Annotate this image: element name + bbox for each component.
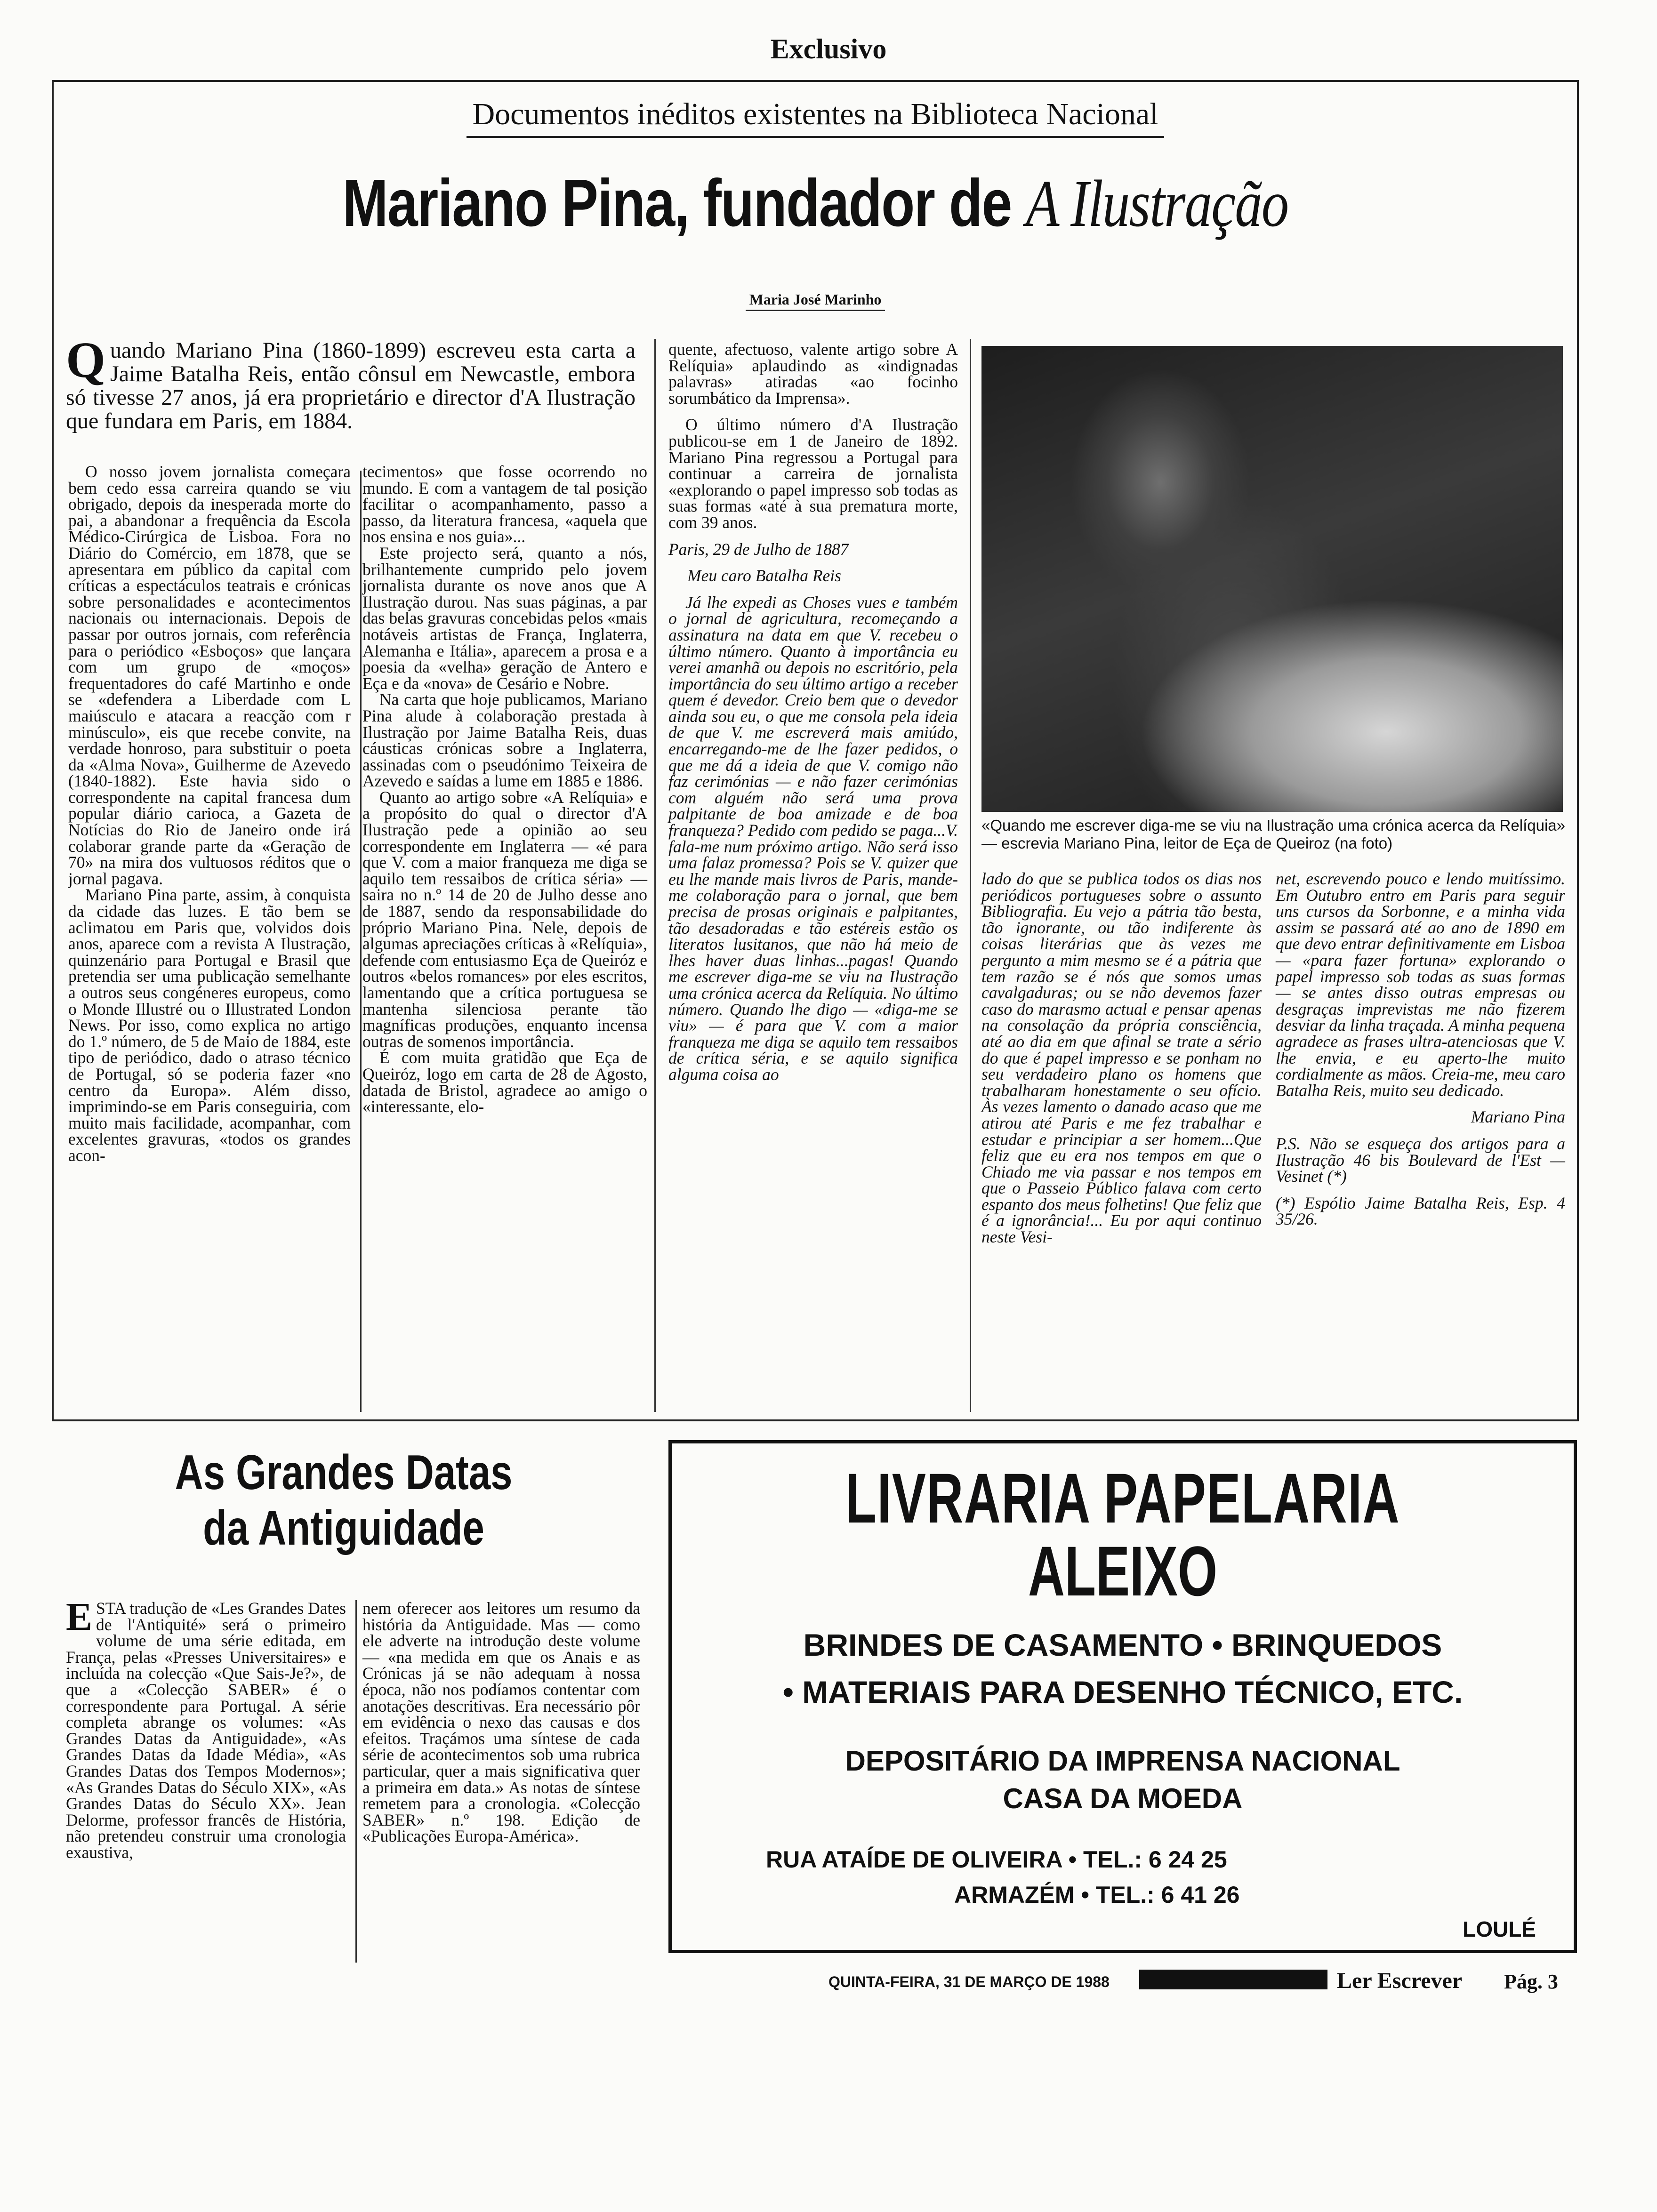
ad-products-2: • MATERIAIS PARA DESENHO TÉCNICO, ETC. bbox=[782, 1675, 1463, 1709]
paragraph: Na carta que hoje publicamos, Mariano Pina alude à colaboração prestada à Ilustração por Jaime Batalha Reis, duas cáusticas crónicas sobre a Inglaterra, assinadas com o pseudónimo Teixeira de Azevedo e saídas a lume em 1885 e 1886. bbox=[362, 690, 647, 791]
ad-products-1: BRINDES DE CASAMENTO • BRINQUEDOS bbox=[803, 1627, 1442, 1662]
paragraph bbox=[66, 1595, 346, 1862]
ad-shop-name: LIVRARIA PAPELARIA bbox=[845, 1459, 1400, 1538]
ad-shop-name-2: ALEIXO bbox=[1028, 1531, 1218, 1611]
headline-italic: A Ilustração bbox=[1026, 166, 1288, 240]
letter-place-date: Paris, 29 de Julho de 1887 bbox=[668, 539, 849, 559]
column-rule bbox=[970, 339, 971, 1412]
paragraph: tecimentos» que fosse ocorrendo no mundo. E com a vantagem de tal posição facilitar o acompanhamento, passo a passo, da literatura francesa, «aquela que nos ensina e nos guia»... bbox=[362, 462, 647, 546]
page-footer bbox=[0, 1970, 1657, 1998]
headline-main: Mariano Pina, fundador de bbox=[342, 166, 1026, 240]
column-rule bbox=[355, 1600, 357, 1963]
book-review-column-1 bbox=[66, 1595, 346, 1862]
section-tag: Exclusivo bbox=[770, 33, 887, 64]
article-lede bbox=[66, 332, 635, 433]
article-byline bbox=[52, 291, 1579, 308]
book-review-column-2 bbox=[362, 1600, 640, 1844]
photo-caption: «Quando me escrever diga-me se viu na Ilustração uma crónica acerca da Relíquia» — escrevia Mariano Pina, leitor de Eça de Queiroz (na foto) bbox=[981, 817, 1565, 852]
footer-page-number: Pág. 3 bbox=[1504, 1970, 1558, 1993]
column-rule bbox=[654, 339, 656, 1412]
letter-body: net, escrevendo pouco e lendo muitíssimo. Em Outubro entro em Paris para seguir uns cursos da Sorbonne, e a minha vida assim se passará até ao ano de 1890 em que devo entrar definitivamente em Lisboa — «para fazer fortuna» explorando o papel impresso sob todas as suas formas — se antes disso outras empresas ou desgraças imprevistas me não fizerem desviar da linha traçada. A minha pequena agradece as frases ultra-atenciosas que V. lhe envia, e eu aperto-lhe muito cordialmente as mãos. Creia-me, meu caro Batalha Reis, muito seu dedicado. bbox=[1276, 869, 1565, 1100]
ad-town: LOULÉ bbox=[1463, 1917, 1536, 1941]
ad-depot-2: CASA DA MOEDA bbox=[1003, 1783, 1243, 1814]
footer-logo-bar bbox=[1139, 1970, 1327, 1989]
article-column-3 bbox=[668, 341, 958, 1083]
lede-dropcap: Q bbox=[66, 332, 106, 388]
ad-warehouse: ARMAZÉM • TEL.: 6 41 26 bbox=[954, 1882, 1240, 1908]
letter-postscript: P.S. Não se esqueça dos artigos para a Ilustração 46 bis Boulevard de l'Est — Vesinet (*) bbox=[1276, 1134, 1565, 1186]
letter-body: lado do que se publica todos os dias nos periódicos portugueses sobre o assunto Bibliografia. Eu vejo a pátria tão besta, tão ignorante, ou tão indiferente às coisas literárias que às vezes me pergunto a mim mesmo se é a pátria que tem razão se é nós que somos umas cavalgaduras; ou se não devemos fazer caso do marasmo actual e pensar apenas na consolação da própria consciência, até ao dia em que afinal se trate a sério do que é papel impresso e se ponham no seu verdadeiro plano os homens que trabalharam honestamente o seu ofício. Às vezes lamento o danado acaso que me atirou até Paris e me fez trabalhar e estudar e principiar a ser homem...Que feliz que eu era nos tempos em que o Chiado me via passar e nos tempos em que o Passeio Público falava com certo espanto dos meus folhetins! Que feliz que é a ignorância!... Eu por aqui continuo neste Vesi- bbox=[981, 869, 1262, 1247]
paragraph: nem oferecer aos leitores um resumo da história da Antiguidade. Mas — como ele adverte na introdução deste volume — «na medida em que os Anais e as Crónicas já se não adequam à nossa época, não nos podíamos contentar com anotações descritivas. Era necessário pôr em evidência o nexo das causas e dos efeitos. Traçámos uma síntese de cada série de acontecimentos sob uma rubrica particular, quer a mais significativa quer a primeira em data.» As notas de síntese remetem para a cronologia. «Colecção SABER» n.º 198. Edição de «Publicações Europa-América». bbox=[362, 1599, 640, 1846]
article-column-4 bbox=[981, 871, 1262, 1245]
review-text: STA tradução de «Les Grandes Dates de l'Antiquité» será o primeiro volume de uma série editada, em França, pelas «Presses Universitaires» e incluída na colecção «Que Sais-Je?», de que a «Colecção SABER» é o correspondente para Portugal. A série completa abrange os volumes: «As Grandes Datas da Antiguidade», «As Grandes Datas da Idade Média», «As Grandes Datas dos Tempos Modernos»; «As Grandes Datas do Século XIX», «As Grandes Datas do Século XX». Jean Delorme, professor francês de História, não pretendeu construir uma cronologia exaustiva, bbox=[66, 1599, 346, 1862]
article-kicker bbox=[52, 96, 1579, 132]
article-headline bbox=[189, 165, 1441, 242]
footer-date: QUINTA-FEIRA, 31 DE MARÇO DE 1988 bbox=[828, 1973, 1110, 1990]
letter-signature: Mariano Pina bbox=[1471, 1107, 1565, 1127]
ad-depot-1: DEPOSITÁRIO DA IMPRENSA NACIONAL bbox=[845, 1745, 1400, 1777]
title-line-2: da Antiguidade bbox=[203, 1501, 484, 1555]
paragraph: Este projecto será, quanto a nós, brilhantemente cumprido pelo jovem jornalista durante os nove anos que A Ilustração durou. Nas suas páginas, a par das belas gravuras concebidas pelos «mais notáveis artistas de França, Inglaterra, Alemanha e Itália», aparecem a prosa e a poesia da «velha» geração de Antero e Eça e da «nova» de Cesário e Nobre. bbox=[362, 543, 647, 693]
book-review-title bbox=[121, 1445, 566, 1556]
lede-text: uando Mariano Pina (1860-1899) escreveu esta carta a Jaime Batalha Reis, então cônsul em Newcastle, embora só tivesse 27 anos, já era proprietário e director d'A Ilustração que fundara em Paris, em 1884. bbox=[66, 338, 635, 433]
paragraph: Mariano Pina parte, assim, à conquista da cidade das luzes. E tão bem se aclimatou em Paris que, volvidos dois anos, aparece com a revista A Ilustração, quinzenário para Portugal e Brasil que pretendia ser uma publicação semelhante a outros seus congéneres europeus, como o Monde Illustré ou o Illustrated London News. Por isso, como explica no artigo do 1.º número, de 5 de Maio de 1884, este tipo de periódico, dado o atraso técnico de Portugal, só se poderia fazer «no centro da Europa». Além disso, imprimindo-se em Paris conseguiria, com muito mais facilidade, acompanhar, com excelentes gravuras, «todos os grandes acon- bbox=[68, 885, 351, 1165]
paragraph: Quanto ao artigo sobre «A Relíquia» e a propósito do qual o director d'A Ilustração pede a opinião ao seu correspondente em Inglaterra — «é para que V. com a maior franqueza me diga se aquilo tem ressaibos de crítica séria» — saira no n.º 14 de 20 de Julho desse ano de 1887, sendo da responsabilidade do próprio Mariano Pina. Nele, depois de algumas apreciações críticas à «Relíquia», defende com entusiasmo Eça de Queiróz e outros «belos romances» por eles escritos, lamentando que a crítica portuguesa se mantenha silenciosa perante tão magníficas produções, enquanto incensa outras de somenos importância. bbox=[362, 787, 647, 1051]
paragraph: quente, afectuoso, valente artigo sobre A Relíquia» aplaudindo as «indignadas palavras» atiradas «ao focinho sorumbático da Imprensa». bbox=[668, 340, 958, 408]
advertisement-livraria-aleixo bbox=[668, 1440, 1577, 1953]
paragraph: O nosso jovem jornalista começara bem cedo essa carreira quando se viu obrigado, depois da inesperada morte do pai, a abandonar a frequência da Escola Médico-Cirúrgica de Lisboa. Fora no Diário do Comércio, em 1878, que se apresentara em público da capital com críticas a espectáculos teatrais e crónicas sobre personalidades e acontecimentos nacionais ou internacionais. Depois de passar por outros jornais, com referência para o periódico «Esboços» que lançara com um grupo de «moços» frequentadores do café Martinho e onde se «defendera a Liberdade com L maiúsculo e atacara a reacção com r minúsculo», eis que recebe convite, na verdade honroso, para substituir o poeta da «Alma Nova», Guilherme de Azevedo (1840-1882). Este havia sido o correspondente na capital francesa dum popular diário carioca, a Gazeta de Notícias do Rio de Janeiro onde irá colaborar grande parte da «Geração de 70» na mira dos vultuosos réditos que o jornal pagava. bbox=[68, 462, 351, 888]
photo-eca-de-queiroz bbox=[981, 346, 1563, 812]
footnote: (*) Espólio Jaime Batalha Reis, Esp. 4 35/26. bbox=[1276, 1193, 1565, 1229]
letter-salutation: Meu caro Batalha Reis bbox=[687, 566, 841, 585]
letter-body: Já lhe expedi as Choses vues e também o jornal de agricultura, recomeçando a assinatura na data em que V. recebeu o último número. Quanto à importância eu verei amanhã ou depois no escritório, pela importância do seu último artigo a receber quem é devedor. Creio bem que o devedor ainda sou eu, o que me consola pela ideia de que V. me escreverá mais amiúdo, encarregando-me de lhe fazer pedidos, o que me dá a ideia de que V. comigo não faz cerimónias — e não fazer cerimónias com alguém não será uma prova palpitante de boa amizade e de boa franqueza? Pedido com pedido se paga...V. fala-me num próximo artigo. Não será isso uma falaz promessa? Pois se V. quizer que eu lhe mande mais livros de Paris, mande-me colaboração para o jornal, que bem precisa de prosas originais e palpitantes, tão desadoradas e tão estéreis estão os literatos lusitanos, que não há meio de lhes haver duas linhas...pagas! Quando me escrever diga-me se viu na Ilustração uma crónica acerca da Relíquia. No último número. Quando lhe digo — «diga-me se viu» — é para que V. com a maior franqueza me diga se aquilo tem ressaibos de crítica séria, e se aquilo significa alguma coisa ao bbox=[668, 593, 958, 1084]
footer-section: Ler Escrever bbox=[1337, 1968, 1463, 1993]
paragraph: O último número d'A Ilustração publicou-se em 1 de Janeiro de 1892. Mariano Pina regressou a Portugal para continuar a carreira de jornalista «explorando o papel impresso sob todas as suas formas «até à sua prematura morte, com 39 anos. bbox=[668, 415, 958, 532]
title-line-1: As Grandes Datas bbox=[175, 1445, 513, 1500]
byline-text: Maria José Marinho bbox=[746, 291, 885, 311]
kicker-text: Documentos inéditos existentes na Biblioteca Nacional bbox=[467, 97, 1164, 138]
ad-address: RUA ATAÍDE DE OLIVEIRA • TEL.: 6 24 25 bbox=[766, 1846, 1227, 1873]
review-dropcap: E bbox=[66, 1595, 93, 1639]
article-column-1 bbox=[68, 464, 351, 1164]
column-rule bbox=[360, 471, 362, 1412]
paragraph: É com muita gratidão que Eça de Queiróz, logo em carta de 28 de Agosto, datada de Bristol, agradece ao amigo o «interessante, elo- bbox=[362, 1048, 647, 1116]
article-column-2 bbox=[362, 464, 647, 1115]
article-column-5 bbox=[1276, 871, 1565, 1227]
